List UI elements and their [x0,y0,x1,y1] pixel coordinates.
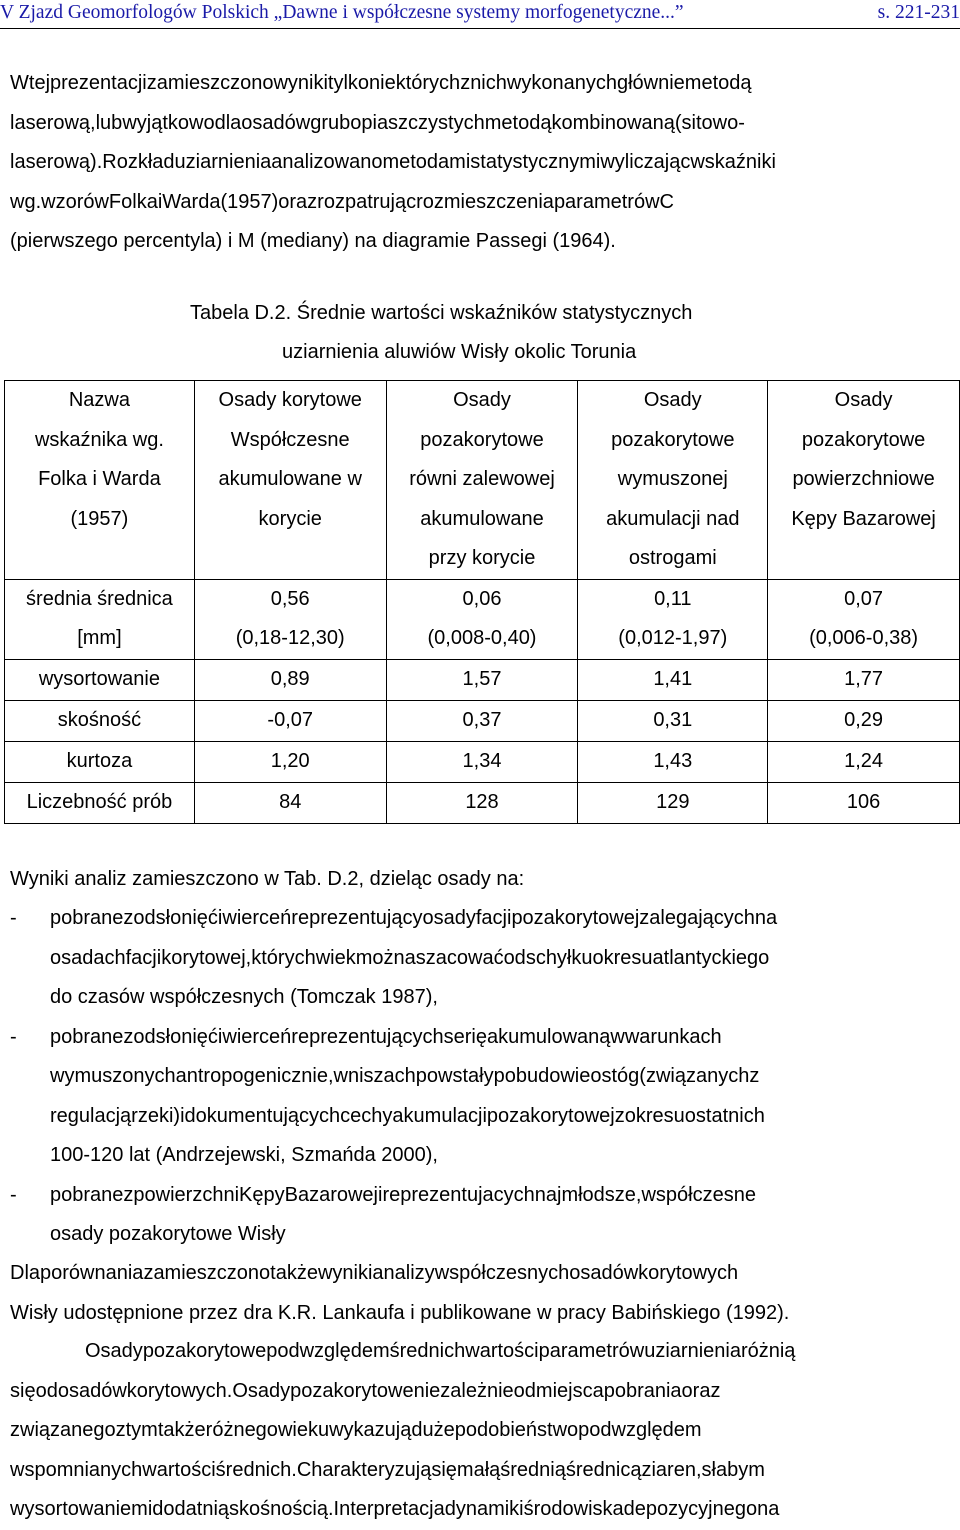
list-line: do czasów współczesnych (Tomczak 1987), [50,986,438,1008]
header-title: V Zjazd Geomorfologów Polskich „Dawne i współczesne systemy morfogenetyczne...” [0,2,684,23]
results-intro [10,860,952,900]
comparison-line: Dlaporównaniazamieszczonotakżewynikianalizywspółczesnychosadówkorytowych [10,1262,739,1284]
table-cell: 84 [194,782,386,823]
conclusion-line: wspomnianychwartościśrednich.Charakteryzująsięmałąśredniąśrednicąziaren,słabym [10,1458,765,1481]
table-cell: 1,77 [768,659,960,700]
list-line: wymuszonychantropogenicznie,wniszachpowstałypobudowieostóg(związanychz [50,1065,760,1087]
intro-line: wg.wzorówFolkaiWarda(1957)orazrozpatrującrozmieszczeniaparametrówC [10,190,674,213]
list-line: pobranezpowierzchniKępyBazarowejireprezentujacychnajmłodsze,współczesne [50,1183,756,1206]
header-cell-forced: Osady pozakorytowe wymuszonej akumulacji nad ostrogami [578,381,768,580]
table-cell: 1,24 [768,741,960,782]
table-caption-line2: uziarnienia aluwiów Wisły okolic Torunia [282,341,637,363]
header-cell-channel: Osady korytowe Współczesne akumulowane w korycie [194,381,386,580]
header-cell-indicator: Nazwa wskaźnika wg. Folka i Warda (1957) [5,381,195,580]
row-label: wysortowanie [5,659,195,700]
header-cell-floodplain: Osady pozakorytowe równi zalewowej akumulowane przy korycie [386,381,578,580]
list-line: 100-120 lat (Andrzejewski, Szmańda 2000), [50,1144,438,1166]
row-label: skośność [5,700,195,741]
table-cell: 129 [578,782,768,823]
header-pages: s. 221-231 [877,2,960,23]
list-line: regulacjąrzeki)idokumentującychcechyakumulacjipozakorytowejzokresuostatnich [50,1104,765,1127]
conclusion-line: wysortowaniemidodatniąskośnością.Interpretacjadynamikiśrodowiskadepozycyjnegona [10,1498,780,1520]
row-label: średnia średnica [mm] [5,579,195,659]
table-cell: 1,34 [386,741,578,782]
comparison-line: Wisły udostępnione przez dra K.R. Lankaufa i publikowane w pracy Babińskiego (1992). [10,1301,790,1324]
conclusion-line: sięodosadówkorytowych.Osadypozakorytoweniezależnieodmiejscapobraniaoraz [10,1379,721,1402]
statistics-table [4,380,960,824]
intro-line: (pierwszego percentyla) i M (mediany) na diagramie Passegi (1964). [10,230,616,252]
table-row [5,782,960,823]
list-item [10,1176,952,1255]
table-row [5,741,960,782]
sample-list [10,899,952,1255]
intro-line: laserową).Rozkładuziarnieniaanalizowanometodamistatystycznymiwyliczającwskaźniki [10,151,776,173]
table-cell: 0,89 [194,659,386,700]
list-line: osady pozakorytowe Wisły [50,1223,286,1245]
list-line: osadachfacjikorytowej,którychwiekmożnaszacowaćodschyłkuokresuatlantyckiego [50,946,770,969]
table-cell: 106 [768,782,960,823]
header-cell-surface: Osady pozakorytowe powierzchniowe Kępy Bazarowej [768,381,960,580]
table-cell: 0,06 (0,008-0,40) [386,579,578,659]
intro-line: laserową,lubwyjątkowodlaosadówgrubopiaszczystychmetodąkombinowaną(sitowo- [10,111,745,134]
table-row [5,700,960,741]
table-caption-line1: Tabela D.2. Średnie wartości wskaźników statystycznych [190,302,693,324]
conclusion-line: związanegoztymtakżeróżnegowiekuwykazujądużepodobieństwopodwzględem [10,1419,702,1441]
table-cell: 1,41 [578,659,768,700]
list-line: pobranezodsłonięćiwierceńreprezentującychserięakumulowanąwwarunkach [50,1025,722,1048]
conclusion-line: Osadypozakorytowepodwzględemśrednichwartościparametrówuziarnieniaróżnią [85,1340,796,1362]
table-cell: 0,37 [386,700,578,741]
table-cell: 0,56 (0,18-12,30) [194,579,386,659]
results-intro-line: Wyniki analiz zamieszczono w Tab. D.2, dzieląc osady na: [10,868,525,890]
comparison-paragraph [10,1254,952,1333]
row-label: Liczebność prób [5,782,195,823]
list-item [10,1018,952,1176]
table-cell: 0,11 (0,012-1,97) [578,579,768,659]
table-row [5,579,960,659]
intro-line: Wtejprezentacjizamieszczonowynikitylkoniektórychznichwykonanychgłówniemetodą [10,72,752,94]
table-cell: 1,20 [194,741,386,782]
table-cell: 1,43 [578,741,768,782]
list-item [10,899,952,1018]
table-cell: 0,31 [578,700,768,741]
table-cell: 0,07 (0,006-0,38) [768,579,960,659]
row-label: kurtoza [5,741,195,782]
list-line: pobranezodsłonięćiwierceńreprezentującyosadyfacjipozakorytowejzalegającychna [50,907,778,929]
conclusion-paragraph [10,1332,952,1530]
table-row [5,659,960,700]
running-header [0,0,960,29]
table-cell: 0,29 [768,700,960,741]
table-cell: 128 [386,782,578,823]
list-dash: - [10,1025,17,1048]
table-cell: -0,07 [194,700,386,741]
table-cell: 1,57 [386,659,578,700]
intro-paragraph [10,64,952,262]
table-header-row [5,381,960,580]
list-dash: - [10,907,17,929]
list-dash: - [10,1183,17,1206]
